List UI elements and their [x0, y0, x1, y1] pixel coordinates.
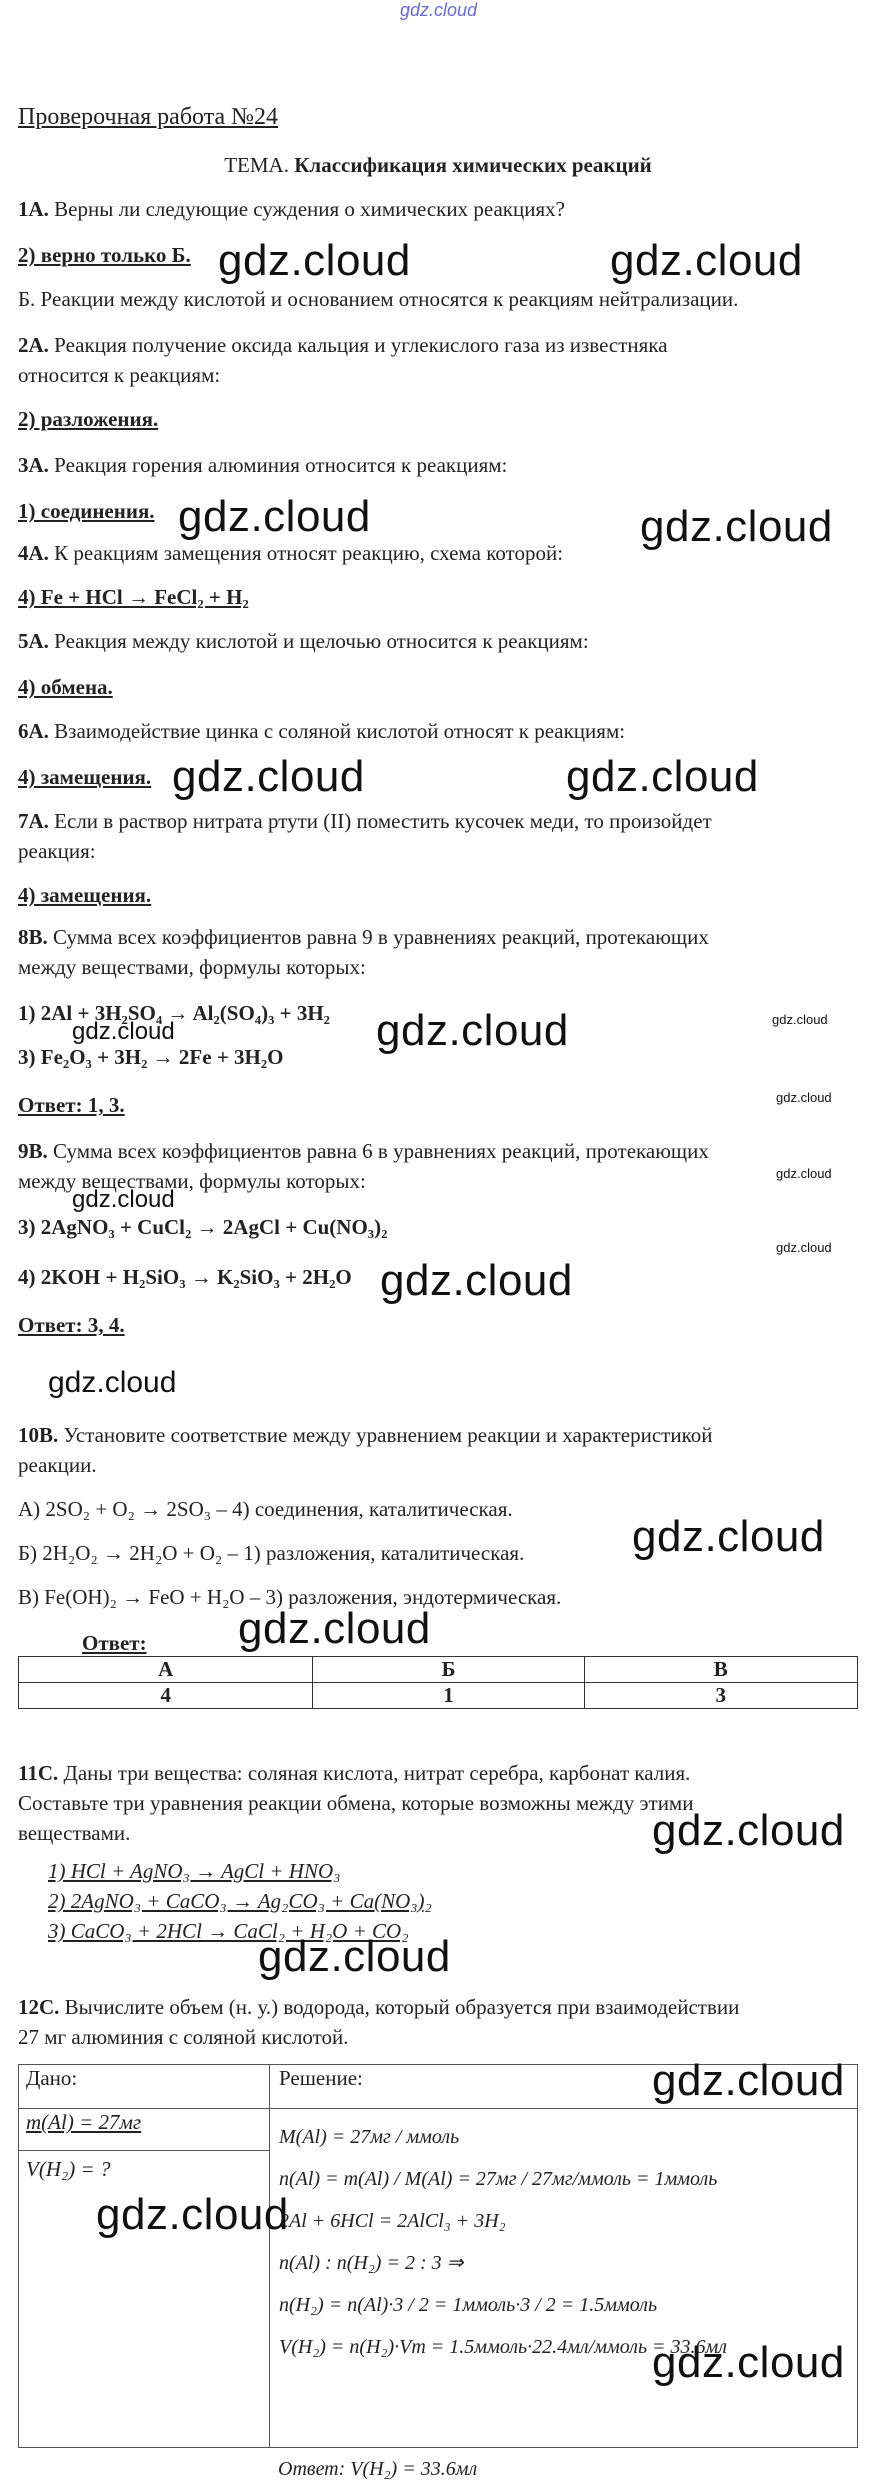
watermark: gdz.cloud — [48, 1366, 177, 1399]
q8-answer: Ответ: 1, 3. — [18, 1093, 125, 1117]
topic-text: Классификация химических реакций — [294, 153, 652, 177]
watermark: gdz.cloud — [96, 2190, 289, 2239]
q5-text: 5A. Реакция между кислотой и щелочью относится к реакциям: — [18, 629, 589, 653]
watermark: gdz.cloud — [632, 1512, 825, 1561]
watermark: gdz.cloud — [178, 492, 371, 541]
q3-answer: 1) соединения. — [18, 499, 155, 523]
q8-eq1: 1) 2Al + 3H₂SO₄ → Al₂(SO₄)₃ + 3H₂ — [18, 1001, 330, 1025]
q7-text: 7A. Если в раствор нитрата ртути (II) поместить кусочек меди, то произойдет реакция: — [18, 809, 712, 863]
q8-text: 8B. Сумма всех коэффициентов равна 9 в уравнениях реакций, протекающих между веществами, формулы которых: — [18, 925, 709, 979]
q6-text: 6A. Взаимодействие цинка с соляной кислотой относят к реакциям: — [18, 719, 626, 743]
q6-answer: 4) замещения. — [18, 765, 152, 789]
q11-reaction-3: 3) CaCO₃ + 2HCl → CaCl₂ + H₂O + CO₂ — [48, 1919, 409, 1943]
watermark: gdz.cloud — [652, 2338, 845, 2387]
topic-label: ТЕМА. — [224, 153, 289, 177]
watermark: gdz.cloud — [652, 1806, 845, 1855]
q10-b: Б) 2H₂O₂ → 2H₂O + O₂ – 1) разложения, каталитическая. — [18, 1541, 525, 1565]
doc-title: Проверочная работа №24 — [18, 104, 279, 130]
q10-value-b: 1 — [313, 1683, 584, 1709]
header-logo: gdz.cloud — [400, 0, 478, 20]
q3-text: 3A. Реакция горения алюминия относится к реакциям: — [18, 453, 508, 477]
q1-text: 1A. Верны ли следующие суждения о химических реакциях? — [18, 197, 565, 221]
solution-header: Решение: — [270, 2065, 858, 2109]
solution-step-1: M(Al) = 27мг / ммоль — [279, 2126, 460, 2148]
q7-answer: 4) замещения. — [18, 883, 152, 907]
q2-text: 2A. Реакция получение оксида кальция и углекислого газа из известняка относится к реакциям: — [18, 333, 668, 387]
q8-eq3: 3) Fe₂O₃ + 3H₂ → 2Fe + 3H₂O — [18, 1045, 284, 1069]
given-volume: V(H₂) = ? — [19, 2151, 270, 2448]
given-mass: m(Al) = 27мг — [19, 2109, 270, 2151]
q12-solution-table — [18, 2064, 858, 2448]
q12-final-answer: Ответ: V(H₂) = 33.6мл — [278, 2458, 478, 2480]
q10-value-a: 4 — [19, 1683, 313, 1709]
q10-text: 10B. Установите соответствие между уравнением реакции и характеристикой реакции. — [18, 1423, 713, 1477]
solution-step-4: n(Al) : n(H₂) = 2 : 3 ⇒ — [279, 2252, 464, 2274]
q9-eq3: 3) 2AgNO₃ + CuCl₂ → 2AgCl + Cu(NO₃)₂ — [18, 1215, 388, 1239]
watermark: gdz.cloud — [776, 1090, 832, 1105]
watermark: gdz.cloud — [172, 752, 365, 801]
watermark: gdz.cloud — [776, 1240, 832, 1255]
q10-answer-table — [18, 1656, 858, 1709]
watermark: gdz.cloud — [238, 1604, 431, 1653]
watermark: gdz.cloud — [72, 1018, 175, 1045]
watermark: gdz.cloud — [258, 1932, 451, 1981]
watermark: gdz.cloud — [380, 1256, 573, 1305]
q10-c: В) Fe(OH)₂ → FeO + H₂O – 3) разложения, эндотермическая. — [18, 1585, 562, 1609]
q5-answer: 4) обмена. — [18, 675, 113, 699]
q12-text: 12C. Вычислите объем (н. у.) водорода, который образуется при взаимодействии 27 мг алюминия с соляной кислотой. — [18, 1995, 740, 2049]
q2-answer: 2) разложения. — [18, 407, 159, 431]
q11-text: 11C. Даны три вещества: соляная кислота, нитрат серебра, карбонат калия. Составьте три уравнения реакции обмена, которые возможны между этими веществами. — [18, 1761, 694, 1845]
solution-body — [270, 2109, 858, 2448]
q4-answer: 4) Fe + HCl → FeCl₂ + H₂ — [18, 585, 249, 609]
q9-eq4: 4) 2KOH + H₂SiO₃ → K₂SiO₃ + 2H₂O — [18, 1265, 352, 1289]
q10-a: А) 2SO₂ + O₂ → 2SO₃ – 4) соединения, каталитическая. — [18, 1497, 513, 1521]
solution-step-2: n(Al) = m(Al) / M(Al) = 27мг / 27мг/ммоль = 1ммоль — [279, 2168, 718, 2190]
solution-step-6: V(H₂) = n(H₂)·Vm = 1.5ммоль·22.4мл/ммоль = 33.6мл — [279, 2336, 728, 2358]
q10-header-b: Б — [313, 1657, 584, 1683]
q10-answer-label: Ответ: — [82, 1631, 147, 1655]
topic — [18, 150, 858, 180]
watermark: gdz.cloud — [772, 1012, 828, 1027]
watermark: gdz.cloud — [652, 2056, 845, 2105]
q10-value-c: 3 — [584, 1683, 857, 1709]
watermark: gdz.cloud — [640, 502, 833, 551]
q9-answer: Ответ: 3, 4. — [18, 1313, 125, 1337]
q1-explanation: Б. Реакции между кислотой и основанием относятся к реакциям нейтрализации. — [18, 287, 739, 311]
watermark: gdz.cloud — [776, 1166, 832, 1181]
q11-reaction-2: 2) 2AgNO₃ + CaCO₃ → Ag₂CO₃ + Ca(NO₃)₂ — [48, 1889, 432, 1913]
watermark: gdz.cloud — [72, 1186, 175, 1213]
watermark: gdz.cloud — [218, 236, 411, 285]
watermark: gdz.cloud — [566, 752, 759, 801]
q11-reaction-1: 1) HCl + AgNO₃ → AgCl + HNO₃ — [48, 1859, 341, 1883]
q10-header-a: А — [19, 1657, 313, 1683]
watermark: gdz.cloud — [610, 236, 803, 285]
q1-answer: 2) верно только Б. — [18, 243, 191, 267]
watermark: gdz.cloud — [376, 1006, 569, 1055]
q4-text: 4A. К реакциям замещения относят реакцию, схема которой: — [18, 541, 564, 565]
solution-step-5: n(H₂) = n(Al)·3 / 2 = 1ммоль·3 / 2 = 1.5ммоль — [279, 2294, 658, 2316]
q9-text: 9B. Сумма всех коэффициентов равна 6 в уравнениях реакций, протекающих между веществами, формулы которых: — [18, 1139, 709, 1193]
solution-step-3: 2Al + 6HCl = 2AlCl₃ + 3H₂ — [279, 2210, 506, 2232]
q10-header-c: В — [584, 1657, 857, 1683]
given-header: Дано: — [19, 2065, 270, 2109]
